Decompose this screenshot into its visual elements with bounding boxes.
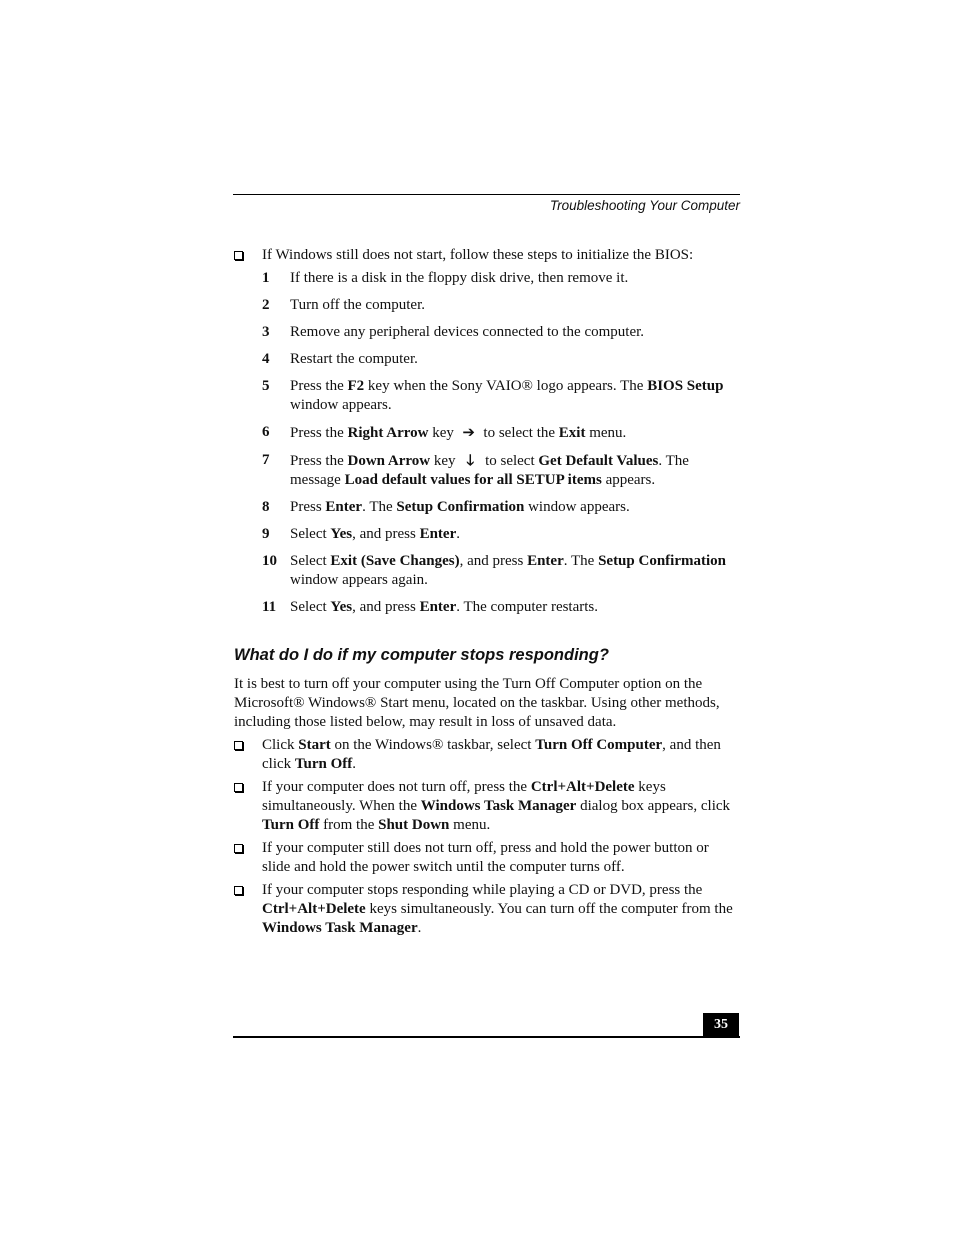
page-number: 35 [703,1013,739,1036]
checkbox-bullet-icon [234,783,243,792]
down-arrow-icon: 🡓 [466,451,475,469]
list-item: Click Start on the Windows® taskbar, select Turn Off Computer, and then click Turn Off. [234,736,740,774]
bios-bullet [234,246,740,265]
step-10: 10 Select Exit (Save Changes), and press Enter. The Setup Confirmation window appears again. [262,553,726,588]
bios-steps [234,269,740,617]
step-11: 11 Select Yes, and press Enter. The computer restarts. [262,599,599,615]
footer-rule [233,1036,740,1038]
list-item: If your computer still does not turn off, press and hold the power button or slide and hold the power switch until the computer turns off. [234,839,740,877]
section-intro: It is best to turn off your computer using the Turn Off Computer option on the Microsoft® Windows® Start menu, located on the taskbar. Using other methods, including those listed below, may result in loss of unsaved data. [234,676,720,730]
step-8: 8 Press Enter. The Setup Confirmation window appears. [262,499,630,515]
header-rule [233,194,740,195]
bios-intro: If Windows still does not start, follow these steps to initialize the BIOS: [262,247,694,263]
step-3: 3 Remove any peripheral devices connected to the computer. [262,324,645,340]
step-4: 4 Restart the computer. [262,351,418,367]
step-7: 7 Press the Down Arrow key 🡓 to select Get Default Values. The message Load default values for all SETUP items appears. [262,451,689,488]
step-1: 1 If there is a disk in the floppy disk drive, then remove it. [262,270,629,286]
list-item: If your computer does not turn off, press the Ctrl+Alt+Delete keys simultaneously. When the Windows Task Manager dialog box appears, click Turn Off from the Shut Down menu. [234,778,740,835]
checkbox-bullet-icon [234,844,243,853]
step-2: 2 Turn off the computer. [262,297,425,313]
right-arrow-icon: ➔ [462,423,475,441]
running-title: Troubleshooting Your Computer [549,198,740,213]
section-heading: What do I do if my computer stops responding? [234,646,609,664]
checkbox-bullet-icon [234,741,243,750]
page-content [234,246,740,942]
step-6: 6 Press the Right Arrow key ➔ to select the Exit menu. [262,423,627,441]
step-9: 9 Select Yes, and press Enter. [262,526,460,542]
list-item: If your computer stops responding while playing a CD or DVD, press the Ctrl+Alt+Delete keys simultaneously. You can turn off the computer from the Windows Task Manager. [234,881,740,938]
checkbox-bullet-icon [234,886,243,895]
step-5: 5 Press the F2 key when the Sony VAIO® logo appears. The BIOS Setup window appears. [262,378,724,413]
checkbox-bullet-icon [234,251,243,260]
